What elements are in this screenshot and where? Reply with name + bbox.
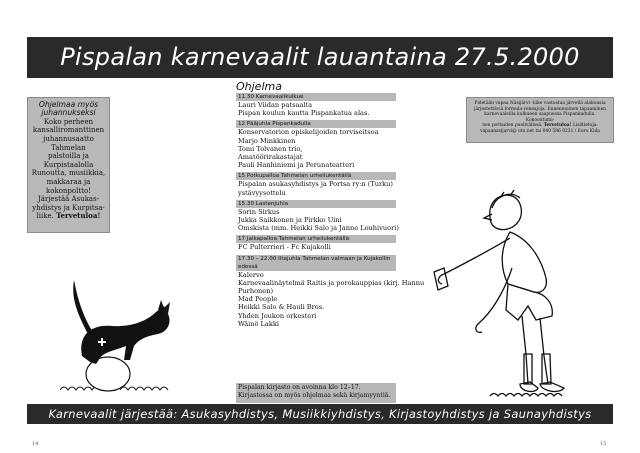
midsummer-line: makkaraa ja — [46, 177, 91, 186]
page-title: Pispalan karnevaalit lauantaina 27.5.2000 — [27, 37, 613, 78]
man-shorts — [506, 284, 552, 320]
lake-line: järjestettäviä formula-veneajoja. Ennenmuinen tapaaminen — [473, 106, 607, 112]
welcome-text: Tervetuloa! — [56, 211, 101, 221]
midsummer-last-line: liike. Tervetuloa! — [36, 211, 101, 221]
juggling-man-illustration — [430, 188, 580, 402]
library-info-box — [236, 383, 396, 403]
midsummer-heading-1: Ohjelmaa myös — [38, 100, 99, 109]
section-head-parade: 11.30 Karnevaalikulkue — [236, 93, 396, 101]
section-head-football: 17 Jalkapalloa Tahmelan urheilukentällä — [236, 235, 396, 243]
midsummer-line: palstoilla ja — [48, 152, 89, 161]
midsummer-info-box — [27, 97, 110, 233]
program-line: Pispalan asukasyhdistys ja Portsa ry:n (Turku) — [238, 180, 393, 189]
program-heading: Ohjelma — [236, 80, 282, 93]
program-line: Pauli Hanhiniemi ja Perunateatteri — [238, 161, 355, 170]
program-line: Amatöörirakastajat — [238, 153, 303, 162]
lake-welcome-text: Tervetuloa! — [543, 123, 572, 129]
man-head — [490, 195, 522, 229]
program-line: Heikki Salo & Hauli Bros. — [238, 303, 325, 312]
lake-line: Pidetään vapaa Näsijärvi -liike vastustaa järvellä alakuusia — [474, 101, 606, 106]
program-line: Konservatorion opiskelijoiden torviseitsoa — [238, 128, 379, 137]
program-line: FC Pulterrieri - Fc Kujakolli — [238, 243, 331, 252]
library-line: Pispalan kirjasto on avoinna klo 12–17. — [238, 384, 361, 391]
program-line: Mad People — [238, 295, 278, 304]
cat-body — [81, 306, 169, 364]
section-head-evening-fest: 17.30 – 22.00 Iltajuhla Tahmelan valmaan ja Kujakollin edessä — [236, 255, 396, 271]
program-line: Karnevaalinäytelmä Raitis ja porokauppias (kirj. Hannu — [238, 278, 425, 287]
midsummer-line: juhannusaatto Tahmelan — [43, 135, 94, 152]
program-line: Wäinö Lakki — [238, 319, 279, 328]
section-head-kids-fest: 15.30 Lastenjuhla — [236, 200, 396, 208]
program-line: Pispan koulun kautta Pispankatua alas. — [238, 109, 370, 118]
midsummer-line: Kurpistaalolla — [43, 160, 94, 169]
black-cat-illustration — [60, 272, 185, 394]
midsummer-line: Järjestää Asukas- — [37, 195, 100, 204]
man-legs — [522, 316, 548, 384]
section-head-main-fest: 12 Pääjuhla Pispankadulla — [236, 120, 396, 128]
program-line: Lauri Viidan patsaalta — [238, 101, 313, 109]
midsummer-line: Koko perheen — [43, 117, 94, 126]
midsummer-line: kansalliromanttinen — [32, 126, 105, 135]
program-line: Tomi Tolvanen trio, — [238, 144, 303, 153]
midsummer-line: Runoutta, musiikkia, — [31, 169, 106, 178]
lake-contact: vapaanasijarvi@ utu.net tai 040 586 0231 / Euro Kiila — [480, 128, 600, 134]
man-left-arm — [438, 238, 510, 284]
juggled-object — [434, 268, 448, 290]
organizers-footer: Karnevaalit järjestää: Asukasyhdistys, Musiikkiyhdistys, Kirjastoyhdistys ja Saunayhdistys — [27, 404, 613, 424]
midsummer-heading-2: juhannukseksi — [41, 108, 96, 118]
lake-line-with-welcome: nen portaiden puolivälissä. Tervetuloa! Lisätietoja: — [482, 123, 598, 129]
man-nose — [484, 214, 492, 220]
program-line: Marjo Minkkinen — [238, 136, 296, 145]
program-line: Jukka Saikkonen ja Pirkko Uini — [238, 216, 342, 225]
program-line: Yhden Joukon orkesteri — [238, 311, 317, 320]
program-line: Sorin Sirkus — [238, 207, 280, 216]
midsummer-line: kokonpoltto! — [45, 186, 91, 195]
page-number-right: 15 — [600, 441, 607, 447]
midsummer-line: yhdistys ja Kurpitsa- — [32, 203, 105, 212]
program-line: ystävyysottelu — [238, 188, 286, 197]
cat-tail — [73, 280, 94, 338]
library-line: Kirjastossa on myös ohjelmaa sekä kirjamyyntiä. — [238, 392, 391, 399]
program-column — [236, 80, 425, 328]
program-line: Purhonen) — [238, 287, 274, 296]
section-head-kickball: 15 Potkupalloa Tahmelan urheilukentällä — [236, 172, 396, 180]
program-line: Kalervo — [238, 270, 264, 279]
man-torso — [502, 232, 546, 292]
program-line: Omskista (mm. Heikki Salo ja Janne Louhivuori) — [238, 224, 399, 233]
ground-squiggle — [490, 394, 562, 397]
lake-line: karnevaaleilla kulkueen saapuessa Pispankadulla. Kokoontumi- — [484, 112, 596, 123]
page-number-left: 14 — [32, 441, 39, 447]
lake-movement-box — [466, 97, 614, 143]
